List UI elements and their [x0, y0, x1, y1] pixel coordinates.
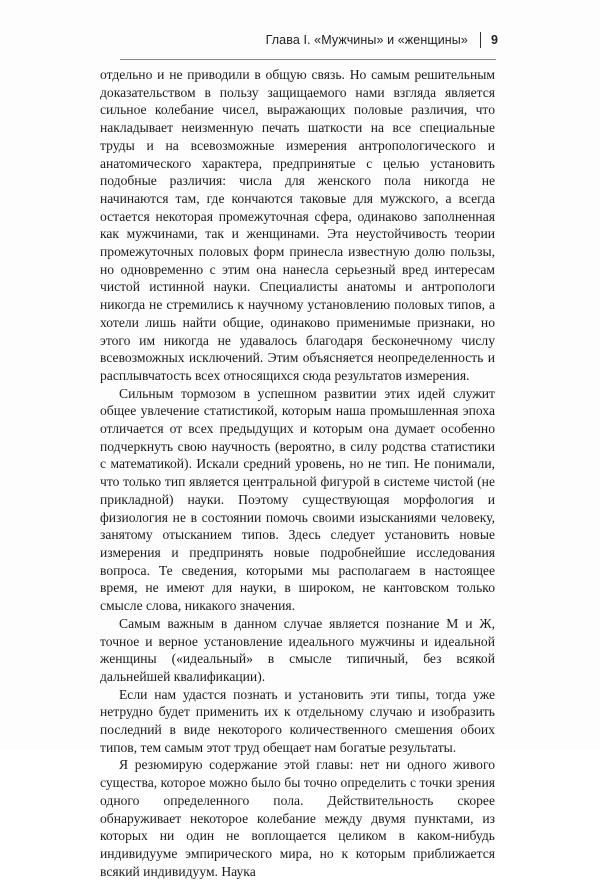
paragraph-5: Я резюмирую содержание этой главы: нет ни одного живого существа, которое можно было бы точно определить с точки зрения одного определенного пола. Действительность скорее обнаруживает некоторое колебание между двумя пунктами, из которых ни один не воплощается целиком в каком-нибудь индивидууме эмпирического мира, но к которым приближается всякий индивидуум. Наука — [100, 757, 495, 879]
running-head — [266, 32, 498, 48]
paragraph-3: Самым важным в данном случае является познание М и Ж, точное и верное установление идеального мужчины и идеальной женщины («идеальный» в смысле типичный, без всякой дальнейшей квалификации). — [100, 615, 495, 684]
header-rule — [120, 59, 496, 60]
page-number: 9 — [490, 33, 498, 47]
header-separator — [480, 32, 481, 48]
paragraph-4: Если нам удастся познать и установить эти типы, тогда уже нетрудно будет применить их к отдельному случаю и изобразить последний в виде некоторого количественного смешения обоих типов, тем самым этот труд обещает нам богатые результаты. — [100, 686, 495, 755]
paragraph-2: Сильным тормозом в успешном развитии этих идей служит общее увлечение статистикой, которым наша промышленная эпоха отличается от всех предыдущих и которым она думает особенно подчеркнуть свою научность (вероятно, в силу родства статистики с математикой). Искали средний уровень, но не тип. Не понимали, что только тип является центральной фигурой в системе чистой (не прикладной) науки. Поэтому существующая морфология и физиология не в состоянии помочь своими изысканиями человеку, занятому отысканием типов. Здесь следует установить новые измерения и предпринять новые подробнейшие исследования вопроса. Те сведения, которыми мы располагаем в настоящее время, не имеют для науки, в широком, не кантовском только смысле слова, никакого значения. — [100, 385, 495, 614]
paragraph-1: отдельно и не приводили в общую связь. Но самым решительным доказательством в пользу защищаемого нами взгляда является сильное колебание чисел, выражающих половые различия, что накладывает неизменную печать шаткости на все специальные труды и на всевозможные измерения антропологического и анатомического характера, предпринятые с целью установить подобные различия: числа для женского пола никогда не начинаются там, где кончаются таковые для мужского, а всегда остается некоторая промежуточная сфера, одинаково заполненная как мужчинами, так и женщинами. Эта неустойчивость теории промежуточных половых форм принесла известную долю пользы, но одновременно с этим она нанесла серьезный вред интересам чистой истинной науки. Специалисты анатомы и антропологи никогда не стремились к научному установлению половых типов, а хотели лишь найти общие, одинаково применимые признаки, но этого им никогда не удавалось благодаря бесконечному числу всевозможных исключений. Этим объясняется неопределенность и расплывчатость всех относящихся сюда результатов измерения. — [100, 67, 495, 383]
body-text — [100, 66, 495, 880]
chapter-title: Глава I. «Мужчины» и «женщины» — [265, 33, 468, 47]
